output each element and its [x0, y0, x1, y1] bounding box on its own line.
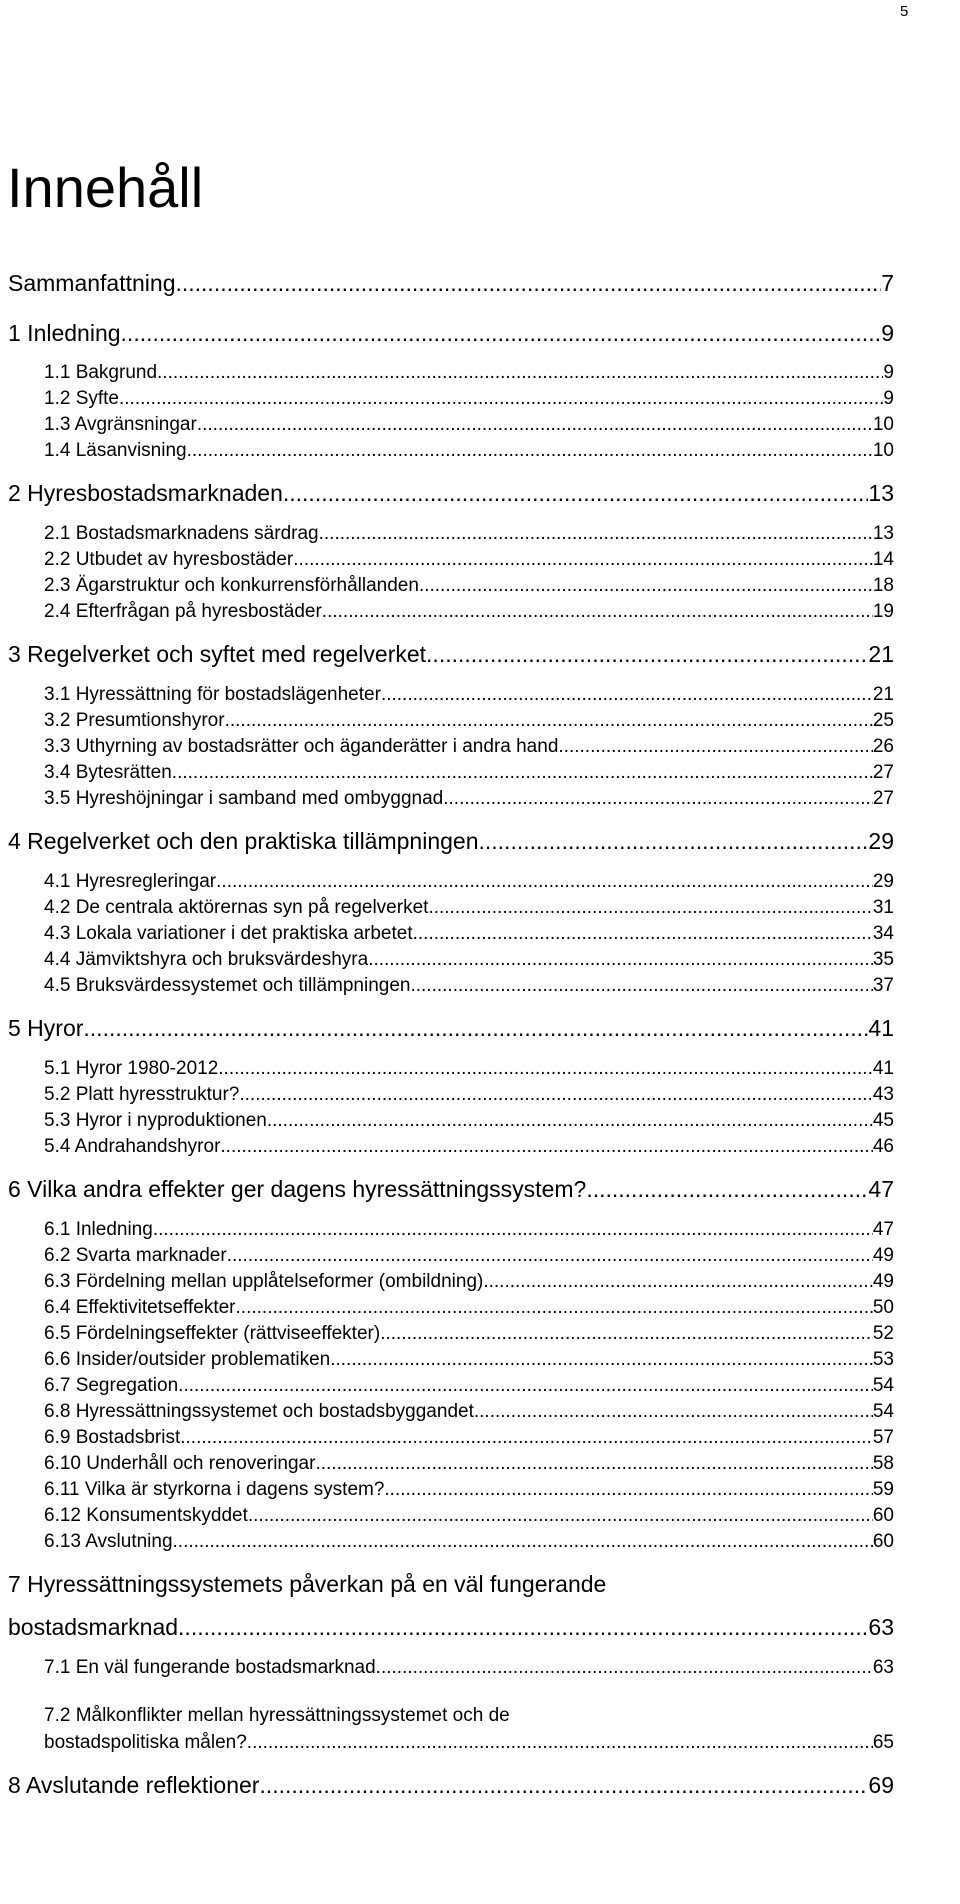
toc-section-entry[interactable] [44, 1082, 894, 1108]
toc-section-entry[interactable] [44, 1321, 894, 1347]
toc-entry-label: 6.3 Fördelning mellan upplåtelseformer (ombildning) [44, 1271, 484, 1292]
toc-section-entry[interactable] [44, 760, 894, 786]
toc-entry-page-number: 41 [868, 1015, 894, 1041]
dot-leader [121, 318, 882, 348]
toc-entry-page-number: 65 [872, 1732, 894, 1753]
dot-leader [368, 947, 873, 973]
toc-section-entry[interactable] [44, 1529, 894, 1555]
toc-entry-page-number: 27 [872, 762, 894, 783]
toc-entry-label: 5.3 Hyror i nyproduktionen [44, 1110, 267, 1131]
toc-entry-label: 3.5 Hyreshöjningar i samband med ombyggnad [44, 788, 444, 809]
dot-leader [483, 1269, 873, 1295]
dot-leader [187, 438, 873, 464]
toc-section-entry[interactable] [44, 734, 894, 760]
toc-entry-label: 5.1 Hyror 1980-2012 [44, 1058, 219, 1079]
toc-section-entry[interactable] [44, 1399, 894, 1425]
dot-leader [119, 386, 883, 412]
dot-leader [426, 639, 868, 669]
toc-entry-label: 6.6 Insider/outsider problematiken [44, 1349, 331, 1370]
toc-entry-page-number: 41 [872, 1058, 894, 1079]
dot-leader [376, 1655, 873, 1681]
toc-entry-label: 4.4 Jämviktshyra och bruksvärdeshyra [44, 949, 369, 970]
toc-entry-label: 2.4 Efterfrågan på hyresbostäder [44, 601, 322, 622]
toc-entry-page-number: 63 [868, 1614, 894, 1640]
toc-section-entry[interactable] [44, 1730, 894, 1756]
toc-entry-label: 6.2 Svarta marknader [44, 1245, 227, 1266]
toc-entry-page-number: 13 [868, 480, 894, 506]
toc-entry-page-number: 10 [872, 440, 894, 461]
dot-leader [227, 1243, 873, 1269]
toc-entry-page-number: 9 [883, 388, 894, 409]
toc-chapter-entry[interactable] [8, 1612, 894, 1642]
toc-entry-label: 1.2 Syfte [44, 388, 119, 409]
toc-entry-page-number: 49 [872, 1271, 894, 1292]
toc-section-entry[interactable] [44, 1295, 894, 1321]
toc-section-entry[interactable] [44, 1373, 894, 1399]
toc-section-entry[interactable] [44, 386, 894, 412]
toc-entry-label: 6.1 Inledning [44, 1219, 153, 1240]
toc-entry-label: 6 Vilka andra effekter ger dagens hyressättningssystem? [8, 1176, 587, 1202]
toc-entry-label: 6.5 Fördelningseffekter (rättviseeffekter) [44, 1323, 381, 1344]
toc-section-entry[interactable] [44, 921, 894, 947]
toc-entry-label: 1 Inledning [8, 320, 121, 346]
dot-leader [83, 1013, 868, 1043]
toc-entry-page-number: 52 [872, 1323, 894, 1344]
toc-entry-label: 3.1 Hyressättning för bostadslägenheter [44, 684, 381, 705]
toc-entry-label: 6.13 Avslutning [44, 1531, 173, 1552]
toc-entry-page-number: 50 [872, 1297, 894, 1318]
toc-chapter-entry[interactable] [8, 318, 894, 348]
toc-entry-label: 5.2 Platt hyresstruktur? [44, 1084, 240, 1105]
page-title: Innehåll [7, 156, 204, 219]
toc-entry-page-number: 54 [872, 1401, 894, 1422]
dot-leader [558, 734, 872, 760]
dot-leader [173, 1529, 873, 1555]
toc-entry-label: 6.10 Underhåll och renoveringar [44, 1453, 316, 1474]
toc-entry-page-number: 37 [872, 975, 894, 996]
toc-entry-label: Sammanfattning [8, 270, 176, 296]
dot-leader [384, 1477, 872, 1503]
toc-entry-label: bostadspolitiska målen? [44, 1732, 247, 1753]
dot-leader [178, 1612, 868, 1642]
toc-section-entry[interactable] [44, 1217, 894, 1243]
dot-leader [216, 869, 873, 895]
toc-section-entry[interactable] [44, 360, 894, 386]
toc-entry-label-first-line: 7 Hyressättningssystemets påverkan på en väl fungerande [8, 1571, 607, 1597]
toc-section-entry[interactable] [44, 573, 894, 599]
dot-leader [178, 1373, 873, 1399]
toc-entry-label: 1.4 Läsanvisning [44, 440, 187, 461]
toc-entry-page-number: 29 [868, 828, 894, 854]
toc-section-entry[interactable] [44, 1655, 894, 1681]
page-number: 5 [900, 3, 909, 20]
toc-entry-label: 6.12 Konsumentskyddet [44, 1505, 248, 1526]
toc-entry-label: 2 Hyresbostadsmarknaden [8, 480, 283, 506]
toc-entry-page-number: 47 [872, 1219, 894, 1240]
toc-entry-label: 7.1 En väl fungerande bostadsmarknad [44, 1657, 376, 1678]
toc-entry-label: bostadsmarknad [8, 1614, 179, 1640]
toc-section-entry[interactable] [44, 895, 894, 921]
toc-chapter-entry[interactable] [8, 268, 894, 298]
toc-section-entry[interactable] [44, 1477, 894, 1503]
toc-entry-label: 5.4 Andrahandshyror [44, 1136, 221, 1157]
dot-leader [197, 412, 873, 438]
toc-entry-page-number: 31 [872, 897, 894, 918]
dot-leader [443, 786, 873, 812]
toc-entry-label: 4.2 De centrala aktörernas syn på regelverket [44, 897, 429, 918]
dot-leader [180, 1425, 873, 1451]
toc-chapter-entry[interactable] [8, 478, 894, 508]
toc-entry-page-number: 7 [881, 270, 894, 296]
dot-leader [330, 1347, 873, 1373]
toc-entry-label: 4.5 Bruksvärdessystemet och tillämpningen [44, 975, 411, 996]
toc-section-entry[interactable] [44, 599, 894, 625]
dot-leader [267, 1108, 873, 1134]
toc-section-entry[interactable] [44, 973, 894, 999]
toc-entry-page-number: 57 [872, 1427, 894, 1448]
dot-leader [283, 478, 869, 508]
toc-entry-page-number: 53 [872, 1349, 894, 1370]
toc-entry-page-number: 54 [872, 1375, 894, 1396]
toc-entry-label: 3.4 Bytesrätten [44, 762, 172, 783]
toc-section-entry[interactable] [44, 412, 894, 438]
toc-entry-page-number: 58 [872, 1453, 894, 1474]
dot-leader [236, 1295, 873, 1321]
toc-chapter-entry[interactable] [8, 1174, 894, 1204]
toc-entry-page-number: 49 [872, 1245, 894, 1266]
dot-leader [410, 973, 872, 999]
dot-leader [474, 1399, 873, 1425]
dot-leader [428, 895, 872, 921]
toc-section-entry[interactable] [44, 1425, 894, 1451]
toc-entry-label-first-line: 7.2 Målkonflikter mellan hyressättningssystemet och de [44, 1705, 510, 1726]
dot-leader [239, 1082, 872, 1108]
toc-entry-label: 6.8 Hyressättningssystemet och bostadsbyggandet [44, 1401, 474, 1422]
toc-entry-label: 6.7 Segregation [44, 1375, 179, 1396]
toc-entry-page-number: 47 [868, 1176, 894, 1202]
toc-section-entry[interactable] [44, 1347, 894, 1373]
toc-entry-label: 2.2 Utbudet av hyresbostäder [44, 549, 294, 570]
dot-leader [248, 1503, 873, 1529]
dot-leader [259, 1770, 868, 1800]
toc-entry-label: 3 Regelverket och syftet med regelverket [8, 641, 427, 667]
toc-entry-page-number: 27 [872, 788, 894, 809]
dot-leader [315, 1451, 872, 1477]
dot-leader [322, 599, 873, 625]
toc-entry-page-number: 26 [872, 736, 894, 757]
toc-entry-page-number: 45 [872, 1110, 894, 1131]
toc-entry-label: 3.2 Presumtionshyror [44, 710, 225, 731]
toc-entry-page-number: 21 [872, 684, 894, 705]
toc-entry-label: 4.1 Hyresregleringar [44, 871, 217, 892]
toc-entry-page-number: 10 [872, 414, 894, 435]
toc-section-entry[interactable] [44, 1503, 894, 1529]
toc-chapter-entry[interactable] [8, 639, 894, 669]
dot-leader [172, 760, 873, 786]
toc-entry-label: 2.3 Ägarstruktur och konkurrensförhållanden [44, 575, 419, 596]
toc-entry-label: 6.11 Vilka är styrkorna i dagens system? [44, 1479, 385, 1500]
toc-entry-label: 6.4 Effektivitetseffekter [44, 1297, 236, 1318]
dot-leader [413, 921, 873, 947]
toc-entry-page-number: 21 [868, 641, 894, 667]
toc-entry-page-number: 43 [872, 1084, 894, 1105]
toc-entry-page-number: 9 [881, 320, 894, 346]
toc-entry-page-number: 63 [872, 1657, 894, 1678]
toc-section-entry[interactable] [44, 1134, 894, 1160]
toc-entry-label: 5 Hyror [8, 1015, 84, 1041]
dot-leader [479, 826, 869, 856]
dot-leader [247, 1730, 873, 1756]
toc-entry-page-number: 35 [872, 949, 894, 970]
toc-section-entry[interactable] [44, 786, 894, 812]
dot-leader [175, 268, 881, 298]
toc-entry-page-number: 60 [872, 1505, 894, 1526]
toc-chapter-entry[interactable] [8, 826, 894, 856]
toc-chapter-entry[interactable] [8, 1770, 894, 1800]
toc-entry-page-number: 25 [872, 710, 894, 731]
dot-leader [319, 521, 873, 547]
toc-section-entry[interactable] [44, 682, 894, 708]
toc-entry-page-number: 60 [872, 1531, 894, 1552]
toc-entry-page-number: 59 [872, 1479, 894, 1500]
dot-leader [225, 708, 873, 734]
toc-entry-page-number: 13 [872, 523, 894, 544]
toc-section-entry[interactable] [44, 1056, 894, 1082]
toc-section-entry[interactable] [44, 521, 894, 547]
dot-leader [220, 1134, 872, 1160]
toc-entry-page-number: 29 [872, 871, 894, 892]
toc-entry-label: 4.3 Lokala variationer i det praktiska arbetet [44, 923, 413, 944]
toc-entry-page-number: 34 [872, 923, 894, 944]
dot-leader [380, 1321, 873, 1347]
dot-leader [153, 1217, 873, 1243]
toc-entry-label: 3.3 Uthyrning av bostadsrätter och äganderätter i andra hand [44, 736, 559, 757]
toc-section-entry[interactable] [44, 1451, 894, 1477]
dot-leader [293, 547, 873, 573]
toc-section-entry[interactable] [44, 947, 894, 973]
toc-section-entry[interactable] [44, 547, 894, 573]
toc-section-entry[interactable] [44, 708, 894, 734]
toc-entry-label: 8 Avslutande reflektioner [8, 1772, 260, 1798]
dot-leader [157, 360, 883, 386]
dot-leader [586, 1174, 868, 1204]
toc-entry-page-number: 46 [872, 1136, 894, 1157]
toc-entry-page-number: 18 [872, 575, 894, 596]
toc-section-entry[interactable] [44, 869, 894, 895]
toc-entry-page-number: 69 [868, 1772, 894, 1798]
toc-section-entry[interactable] [44, 1269, 894, 1295]
toc-entry-label: 1.3 Avgränsningar [44, 414, 197, 435]
toc-section-entry[interactable] [44, 438, 894, 464]
toc-section-entry[interactable] [44, 1108, 894, 1134]
toc-entry-label: 2.1 Bostadsmarknadens särdrag [44, 523, 319, 544]
toc-entry-label: 4 Regelverket och den praktiska tillämpningen [8, 828, 479, 854]
toc-entry-page-number: 9 [883, 362, 894, 383]
toc-chapter-entry[interactable] [8, 1013, 894, 1043]
dot-leader [381, 682, 873, 708]
toc-entry-label: 6.9 Bostadsbrist [44, 1427, 181, 1448]
toc-section-entry[interactable] [44, 1243, 894, 1269]
toc-entry-page-number: 14 [872, 549, 894, 570]
toc-entry-page-number: 19 [872, 601, 894, 622]
dot-leader [218, 1056, 873, 1082]
toc-entry-label: 1.1 Bakgrund [44, 362, 158, 383]
dot-leader [419, 573, 873, 599]
